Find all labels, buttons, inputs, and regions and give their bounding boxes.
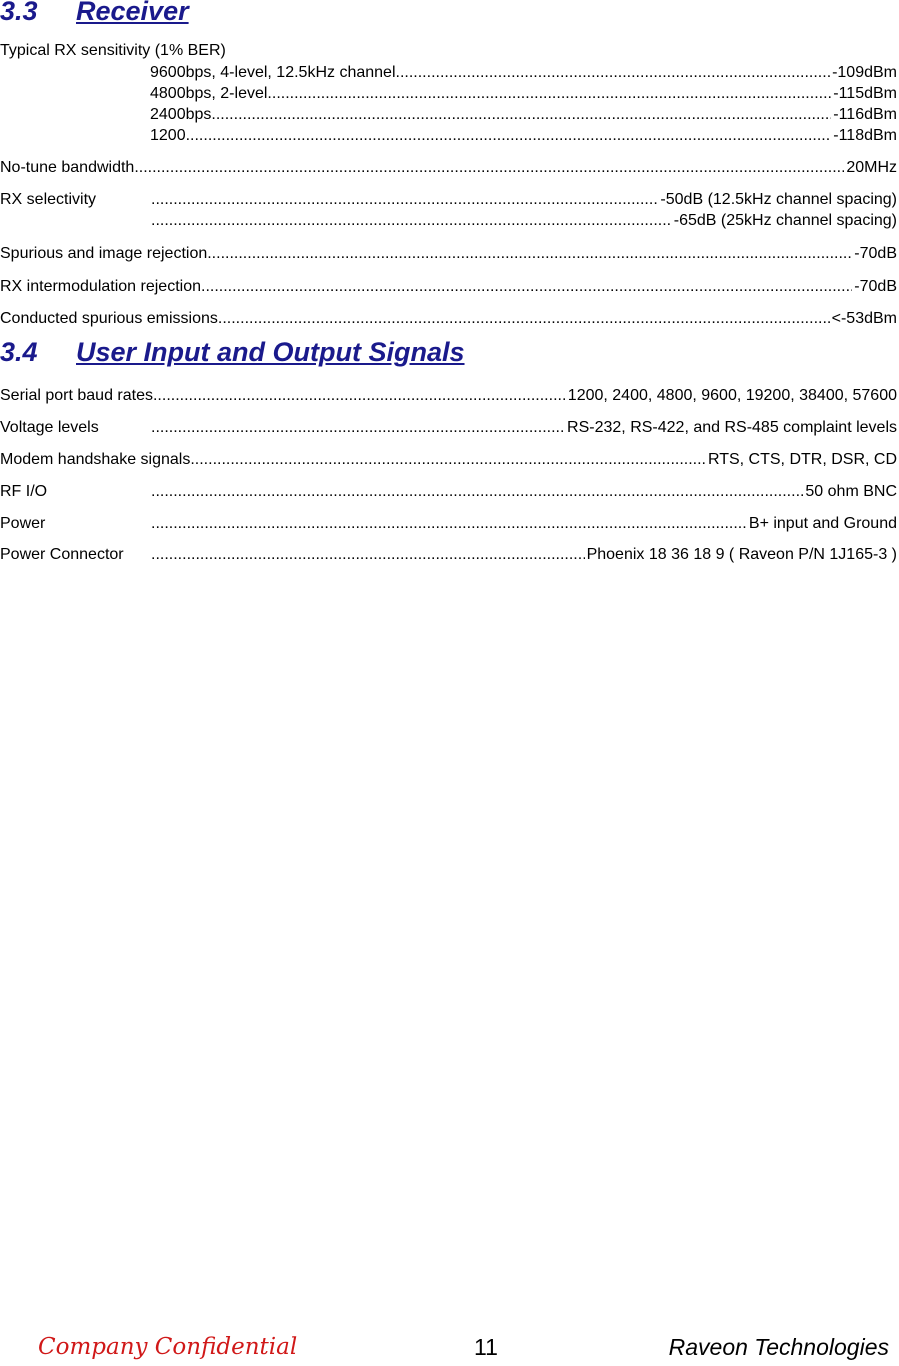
sensitivity-row <box>150 63 897 83</box>
footer-company: Raveon Technologies <box>668 1334 889 1360</box>
section-number: 3.4 <box>0 337 38 367</box>
leader-dots <box>211 105 831 125</box>
spec-label: Modem handshake signals <box>0 451 191 468</box>
leader-dots <box>396 63 831 83</box>
spec-row-rx-selectivity-2 <box>151 211 897 231</box>
spec-value: -116dBm <box>833 106 897 123</box>
spec-label: 9600bps, 4-level, 12.5kHz channel <box>150 64 396 81</box>
section-heading-user-io <box>0 337 465 368</box>
spec-row-spurious-image <box>0 244 897 264</box>
spec-row-modem-handshake <box>0 450 897 470</box>
leader-dots <box>151 418 565 438</box>
spec-value: -50dB (12.5kHz channel spacing) <box>660 191 897 208</box>
sensitivity-row <box>150 105 897 125</box>
spec-value: -65dB (25kHz channel spacing) <box>673 212 897 229</box>
spec-row-rf-io <box>0 482 897 502</box>
spec-value: <-53dBm <box>831 310 897 327</box>
spec-label: Power <box>0 515 46 532</box>
page-number: 11 <box>474 1334 498 1360</box>
spec-label: Spurious and image rejection <box>0 245 208 262</box>
spec-row-voltage-levels <box>0 418 897 438</box>
spec-value: -115dBm <box>833 85 897 102</box>
spec-label: Conducted spurious emissions <box>0 310 218 327</box>
spec-label: RX intermodulation rejection <box>0 278 201 295</box>
leader-dots <box>134 158 844 178</box>
spec-value: 20MHz <box>846 159 897 176</box>
leader-dots <box>151 482 803 502</box>
spec-value: 1200, 2400, 4800, 9600, 19200, 38400, 57600 <box>567 387 897 404</box>
spec-row-baud-rates <box>0 386 897 406</box>
spec-row-rx-intermod <box>0 277 897 297</box>
leader-dots <box>218 309 830 329</box>
spec-label: RF I/O <box>0 483 48 500</box>
spec-label: Serial port baud rates <box>0 387 153 404</box>
spec-label: No-tune bandwidth <box>0 159 135 176</box>
spec-label: Voltage levels <box>0 419 99 436</box>
spec-label: Power Connector <box>0 546 124 563</box>
spec-row-rx-selectivity <box>0 190 897 210</box>
leader-dots <box>190 450 706 470</box>
spec-row-no-tune-bandwidth <box>0 158 897 178</box>
spec-label: 4800bps, 2-level <box>150 85 268 102</box>
sensitivity-heading: Typical RX sensitivity (1% BER) <box>0 42 226 59</box>
spec-value: -118dBm <box>833 127 897 144</box>
footer-confidential: Company Confidential <box>38 1334 298 1360</box>
sensitivity-row <box>150 126 897 146</box>
section-title: Receiver <box>76 0 189 26</box>
spec-row-power <box>0 514 897 534</box>
leader-dots <box>153 386 566 406</box>
leader-dots <box>151 211 672 231</box>
section-heading-receiver <box>0 0 189 27</box>
spec-label: RX selectivity <box>0 191 97 208</box>
spec-row-conducted-spurious <box>0 309 897 329</box>
spec-value: -70dB <box>854 278 897 295</box>
leader-dots <box>201 277 852 297</box>
spec-value: RTS, CTS, DTR, DSR, CD <box>707 451 897 468</box>
leader-dots <box>151 545 585 565</box>
spec-label: 1200 <box>150 127 186 144</box>
sensitivity-row <box>150 84 897 104</box>
section-number: 3.3 <box>0 0 38 26</box>
spec-value: RS-232, RS-422, and RS-485 complaint levels <box>567 419 897 436</box>
spec-value: -109dBm <box>832 64 897 81</box>
leader-dots <box>151 514 747 534</box>
spec-value: -70dB <box>854 245 897 262</box>
leader-dots <box>186 126 832 146</box>
spec-value: 50 ohm BNC <box>805 483 897 500</box>
spec-row-power-connector <box>0 545 897 565</box>
leader-dots <box>207 244 852 264</box>
spec-value: Phoenix 18 36 18 9 ( Raveon P/N 1J165-3 ) <box>586 546 897 563</box>
spec-label: 2400bps <box>150 106 212 123</box>
leader-dots <box>151 190 658 210</box>
section-title: User Input and Output Signals <box>76 337 465 367</box>
spec-value: B+ input and Ground <box>748 515 897 532</box>
leader-dots <box>267 84 831 104</box>
